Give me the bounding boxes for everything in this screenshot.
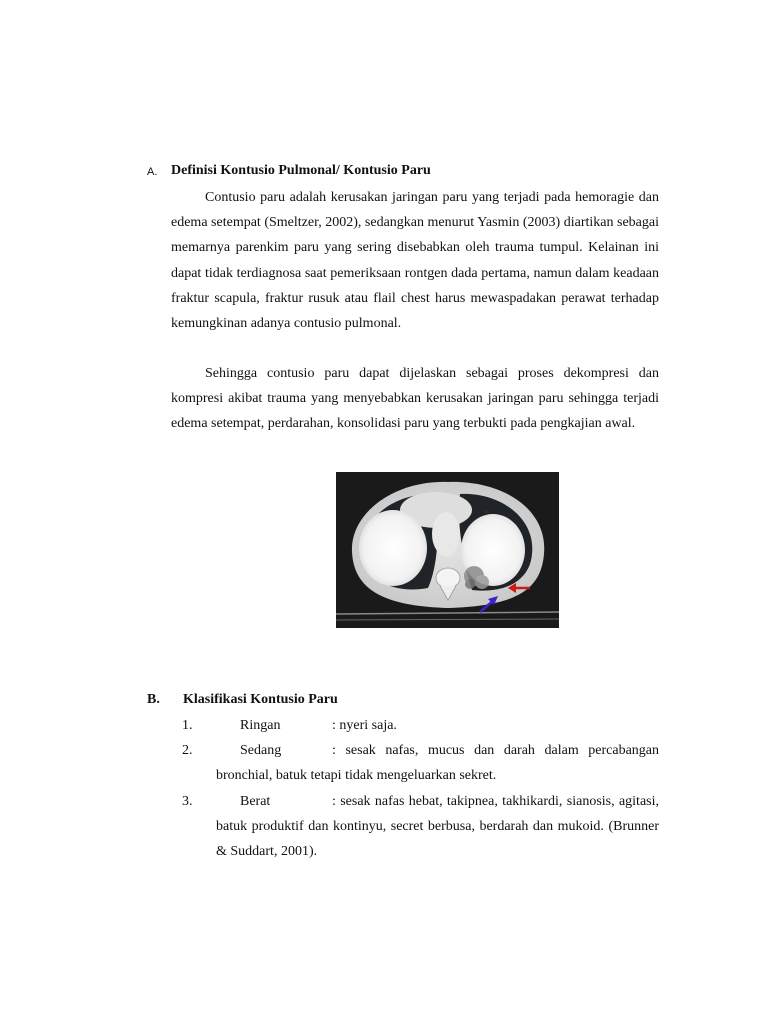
list-item-label: Ringan: [240, 718, 281, 733]
list-item-description: : sesak nafas, mucus dan darah dalam percabangan bronchial, batuk tetapi tidak mengeluarkan sekret.: [216, 743, 659, 784]
ct-scan-image: [336, 472, 559, 628]
section-a-paragraph-2: Sehingga contusio paru dapat dijelaskan sebagai proses dekompresi dan kompresi akibat trauma yang menyebabkan kerusakan jaringan paru sehingga terjadi edema setempat, perdarahan, konsolidasi paru yang terbukti pada pengkajian awal.: [171, 366, 659, 432]
section-a-letter: A.: [147, 166, 158, 178]
list-item-number: 1.: [182, 718, 193, 733]
section-b-title: Klasifikasi Kontusio Paru: [183, 692, 338, 707]
list-item-description: : nyeri saja.: [332, 718, 397, 733]
list-item-label: Sedang: [240, 743, 282, 758]
section-a-paragraph-1: Contusio paru adalah kerusakan jaringan paru yang terjadi pada hemoragie dan edema setempat (Smeltzer, 2002), sedangkan menurut Yasmin (2003) diartikan sebagai memarnya parenkim paru yang sering disebabkan oleh trauma tumpul. Kelainan ini dapat tidak terdiagnosa saat pemeriksaan rontgen dada pertama, namun dalam keadaan fraktur scapula, fraktur rusuk atau flail chest harus mewaspadakan perawat terhadap kemungkinan adanya contusio pulmonal.: [171, 190, 659, 332]
list-item-description: : sesak nafas hebat, takipnea, takhikardi, sianosis, agitasi, batuk produktif dan kontinyu, secret berbusa, berdarah dan mukoid. (Brunner & Suddart, 2001).: [216, 794, 659, 860]
list-item: [216, 713, 659, 738]
list-item: [216, 738, 659, 788]
list-item: [216, 789, 659, 865]
list-item-number: 3.: [182, 794, 193, 809]
list-item-number: 2.: [182, 743, 193, 758]
list-item-label: Berat: [240, 794, 271, 809]
section-a-title: Definisi Kontusio Pulmonal/ Kontusio Paru: [171, 163, 431, 178]
section-b-letter: B.: [147, 692, 160, 707]
